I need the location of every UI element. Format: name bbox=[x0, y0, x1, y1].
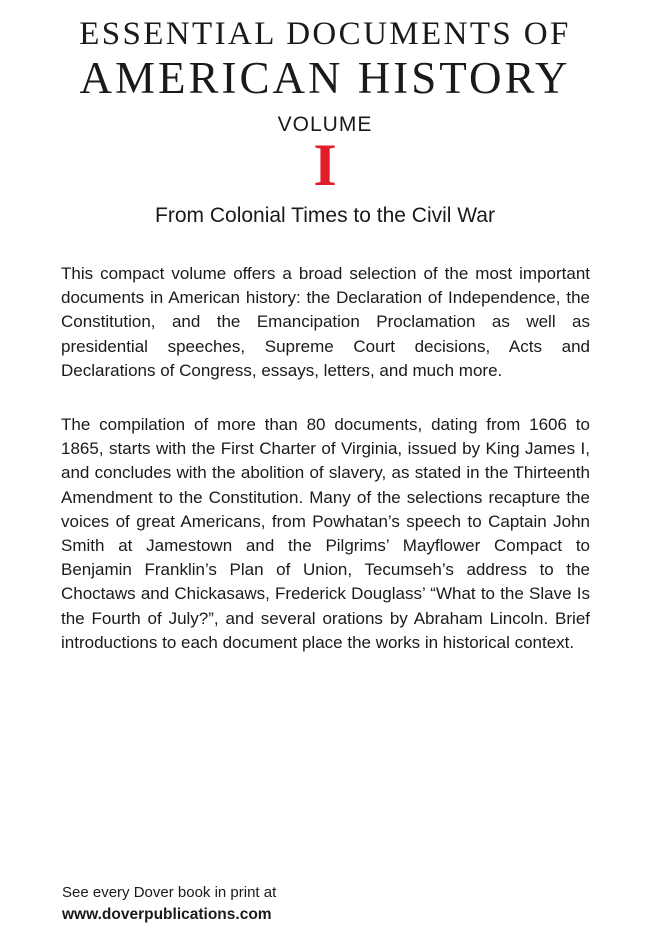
title-line-2: AMERICAN HISTORY bbox=[79, 53, 571, 103]
footer bbox=[62, 883, 276, 927]
title-line-1: ESSENTIAL DOCUMENTS OF bbox=[79, 16, 571, 52]
paragraph-text: This compact volume offers a broad selection of the most important documents in American history: the Declaration of Independence, the Constitution, and the Emancipation Proclamation as well as presidential speeches, Supreme Court decisions, Acts and Declarations of Congress, essays, letters, and much more. bbox=[61, 264, 590, 380]
volume-number: I bbox=[313, 132, 337, 198]
volume-label: VOLUME bbox=[277, 113, 373, 136]
footer-note: See every Dover book in print at bbox=[62, 884, 277, 901]
description-paragraph-2 bbox=[61, 413, 590, 655]
subtitle: From Colonial Times to the Civil War bbox=[155, 204, 495, 227]
description-paragraph-1 bbox=[61, 262, 590, 383]
publisher-url-link[interactable]: www.doverpublications.com bbox=[62, 906, 272, 923]
paragraph-text: The compilation of more than 80 documents, dating from 1606 to 1865, starts with the First Charter of Virginia, issued by King James I, and concludes with the abolition of slavery, as stated in the Thirteenth Amendment to the Constitution. Many of the selections recapture the voices of great Americans, from Powhatan’s speech to Captain John Smith at Jamestown and the Pilgrims’ Mayflower Compact to Benjamin Franklin’s Plan of Union, Tecumseh’s address to the Choctaws and Chickasaws, Frederick Douglass’ “What to the Slave Is the Fourth of July?”, and several orations by Abraham Lincoln. Brief introductions to each document place the works in historical context. bbox=[61, 415, 590, 652]
